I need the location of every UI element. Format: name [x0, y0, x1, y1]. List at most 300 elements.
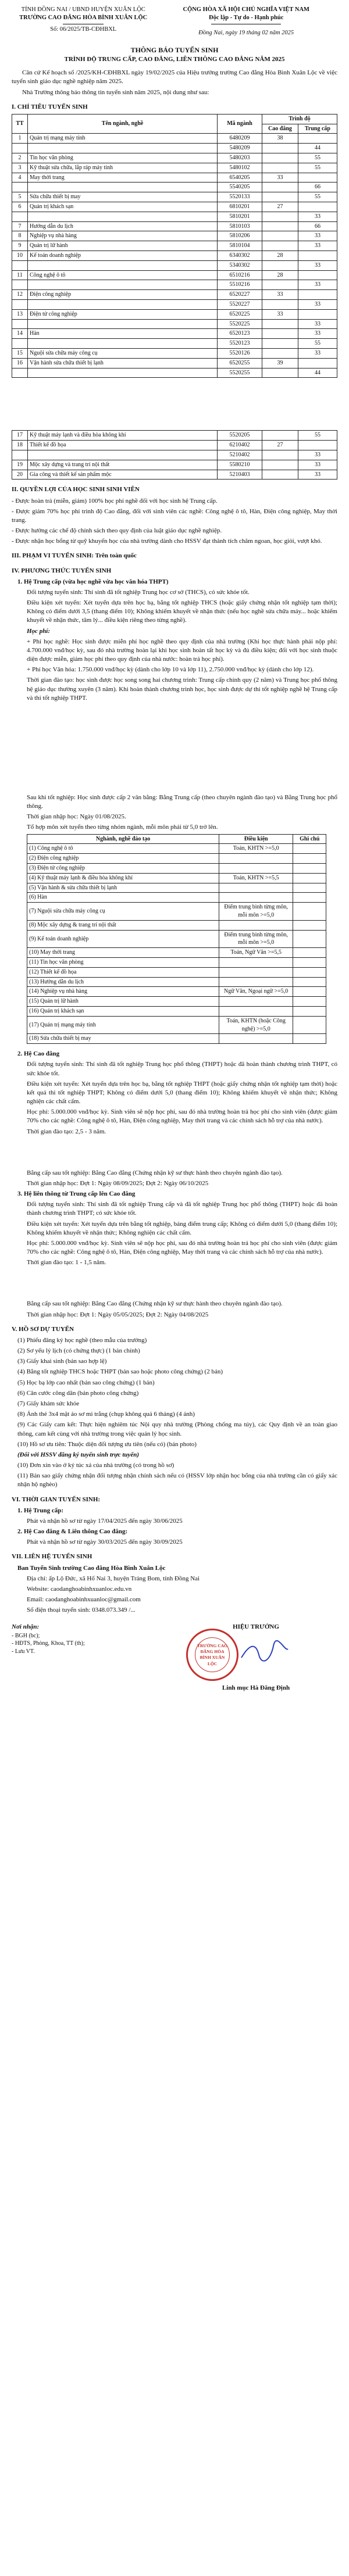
code-cell: 6510216 — [218, 270, 262, 280]
method3-after — [12, 1300, 337, 1319]
college-quota-cell: 28 — [262, 270, 298, 280]
intermediate-quota-cell: 66 — [298, 183, 337, 192]
table-row — [27, 1034, 326, 1044]
code-cell: 6520255 — [218, 358, 262, 368]
table-row — [12, 192, 337, 202]
col-note: Ghi chú — [293, 834, 326, 844]
method3-target: Đối tượng tuyển sinh: Thí sinh đã tốt nghiệp Trung cấp và đã tốt nghiệp Trung học phổ thông (THPT) hoặc đã hoàn thành chương trình THPT; có sức khỏe tốt. — [27, 1201, 337, 1217]
schedule-intermediate-title: 1. Hệ Trung cấp: — [17, 1507, 64, 1514]
stt-cell — [12, 450, 28, 460]
table-row — [12, 163, 337, 173]
signature-mark — [238, 1640, 291, 1663]
code-cell: 5520227 — [218, 300, 262, 310]
document-item: (6) Căn cước công dân (bản photo công chứng) — [17, 1389, 139, 1397]
major-name-cell — [28, 300, 218, 310]
major-name-cell: Nghiệp vụ nhà hàng — [28, 231, 218, 241]
doc-number: Số: 06/2025/TB-CĐHBXL — [50, 26, 117, 33]
table-row — [12, 300, 337, 310]
code-cell: 6810201 — [218, 202, 262, 212]
college-quota-cell — [262, 231, 298, 241]
document-note: (11) Bản sao giấy chứng nhận đối tượng nhận chính sách nếu có (HSSV lớp nhận học bổng của nhà trường cần có giấy xác nhận hộ nghèo) — [17, 1472, 337, 1489]
intermediate-quota-cell: 33 — [298, 212, 337, 221]
table-row — [12, 260, 337, 270]
document-item: (5) Học bạ lớp cao nhất (bản sao công chứng) (1 bản) — [17, 1379, 155, 1386]
condition-cell: Toán, KHTN >=5,0 — [219, 844, 293, 854]
document-header — [12, 6, 337, 37]
method1-after — [12, 793, 337, 832]
method3-title: 3. Hệ liên thông từ Trung cấp lên Cao đẳng — [17, 1190, 136, 1198]
table-row — [27, 977, 326, 987]
document-item: (1) Phiếu đăng ký học nghề (theo mẫu của trường) — [17, 1336, 147, 1344]
table-row — [27, 883, 326, 893]
table-row — [27, 948, 326, 958]
intro-basis: Căn cứ Kế hoạch số /2025/KH-CĐHBXL ngày 19/02/2025 của Hiệu trưởng trường Cao đẳng Hòa Bình Xuân Lộc về việc tuyển sinh giáo dục nghề nghiệp năm 2025. — [12, 69, 337, 85]
major-name-cell: (16) Quản trị khách sạn — [27, 1007, 219, 1017]
table-row — [12, 270, 337, 280]
document-item: (3) Giấy khai sinh (bản sao hợp lệ) — [17, 1358, 107, 1365]
condition-cell — [219, 997, 293, 1007]
code-cell: 5810103 — [218, 221, 262, 231]
college-quota-cell — [262, 460, 298, 470]
college-quota-cell — [262, 329, 298, 339]
note-cell — [293, 948, 326, 958]
table-row — [27, 903, 326, 921]
college-quota-cell — [262, 280, 298, 290]
table-row — [27, 873, 326, 883]
major-name-cell — [28, 260, 218, 270]
stt-cell: 17 — [12, 431, 28, 441]
school-name: TRƯỜNG CAO ĐẲNG HÒA BÌNH XUÂN LỘC — [19, 15, 148, 22]
table-row — [12, 280, 337, 290]
motto: Độc lập - Tự do - Hạnh phúc — [209, 15, 284, 22]
intermediate-quota-cell — [298, 358, 337, 368]
section-documents: V. HỒ SƠ DỰ TUYỂN — [12, 1325, 74, 1333]
college-quota-cell: 39 — [262, 358, 298, 368]
condition-cell: Ngữ Văn, Ngoại ngữ >=5,0 — [219, 987, 293, 997]
note-cell — [293, 920, 326, 930]
method2-after — [12, 1169, 337, 1188]
document-item: (8) Ảnh thẻ 3x4 mặt áo sơ mi trắng (chụp không quá 6 tháng) (4 ảnh) — [17, 1411, 195, 1418]
table-row — [27, 958, 326, 968]
condition-cell: Điểm trung bình từng môn, mỗi môn >=5,0 — [219, 903, 293, 921]
method2-enroll-date: Thời gian nhập học: Đợt 1: Ngày 08/09/2025; Đợt 2: Ngày 06/10/2025 — [27, 1179, 209, 1187]
college-quota-cell — [262, 183, 298, 192]
intermediate-quota-cell: 33 — [298, 460, 337, 470]
stt-cell — [12, 280, 28, 290]
condition-cell — [219, 864, 293, 874]
table-row — [12, 202, 337, 212]
section-method: IV. PHƯƠNG THỨC TUYỂN SINH — [12, 567, 112, 574]
contact-website[interactable]: Website: caodanghoabinhxuanloc.edu.vn — [27, 1585, 132, 1593]
note-cell — [293, 903, 326, 921]
code-cell: 5510216 — [218, 280, 262, 290]
table-row — [27, 893, 326, 903]
documents-list — [12, 1336, 337, 1490]
note-cell — [293, 883, 326, 893]
college-quota-cell — [262, 470, 298, 480]
college-quota-cell — [262, 431, 298, 441]
table-row — [12, 144, 337, 153]
condition-cell — [219, 920, 293, 930]
major-name-cell — [28, 450, 218, 460]
col-condition: Điều kiện — [219, 834, 293, 844]
table-row — [12, 153, 337, 163]
college-quota-cell — [262, 192, 298, 202]
page-title: THÔNG BÁO TUYỂN SINH — [130, 46, 219, 55]
method3-body — [12, 1200, 337, 1267]
major-name-cell: (4) Kỹ thuật máy lạnh & điều hòa không khí — [27, 873, 219, 883]
code-cell: 6520227 — [218, 290, 262, 300]
method1-title: 1. Hệ Trung cấp (vừa học nghề vừa học văn hóa THPT) — [17, 578, 169, 585]
major-name-cell: Quản trị mạng máy tính — [28, 134, 218, 144]
col-major: Tên ngành, nghề — [28, 114, 218, 134]
stt-cell: 8 — [12, 231, 28, 241]
college-quota-cell: 38 — [262, 134, 298, 144]
code-cell: 5520255 — [218, 368, 262, 378]
college-quota-cell — [262, 144, 298, 153]
note-cell — [293, 1016, 326, 1034]
code-cell: 5340302 — [218, 260, 262, 270]
table-row — [27, 967, 326, 977]
stt-cell — [12, 300, 28, 310]
quota-table — [12, 114, 337, 378]
note-cell — [293, 873, 326, 883]
major-name-cell: Điện công nghiệp — [28, 290, 218, 300]
page-subtitle: TRÌNH ĐỘ TRUNG CẤP, CAO ĐẲNG, LIÊN THÔNG CAO ĐẲNG NĂM 2025 — [64, 56, 285, 63]
college-quota-cell: 28 — [262, 251, 298, 261]
stt-cell: 15 — [12, 348, 28, 358]
schedule-body — [12, 1507, 337, 1547]
major-name-cell: Kỹ thuật sửa chữa, lắp ráp máy tính — [28, 163, 218, 173]
code-cell: 6540205 — [218, 173, 262, 183]
col-level: Trình độ — [262, 114, 337, 124]
table-row — [12, 231, 337, 241]
major-name-cell: Kỹ thuật máy lạnh và điều hòa không khí — [28, 431, 218, 441]
section-rights: II. QUYỀN LỢI CỦA HỌC SINH SINH VIÊN — [12, 486, 140, 493]
stt-cell — [12, 319, 28, 329]
major-name-cell — [28, 368, 218, 378]
col-stt: TT — [12, 114, 28, 134]
signature-block — [12, 1623, 337, 1693]
table-row — [12, 368, 337, 378]
major-name-cell: (12) Thiết kế đồ họa — [27, 967, 219, 977]
table-row — [27, 920, 326, 930]
intermediate-quota-cell: 33 — [298, 231, 337, 241]
table-row — [12, 251, 337, 261]
method1-enroll-date: Thời gian nhập học: Ngày 01/08/2025. — [27, 813, 126, 821]
condition-cell: Toán, KHTN >=5,5 — [219, 873, 293, 883]
major-name-cell: (10) May thời trang — [27, 948, 219, 958]
section-schedule: VI. THỜI GIAN TUYỂN SINH: — [12, 1495, 101, 1503]
contact-body — [12, 1564, 337, 1615]
section-contact: VII. LIÊN HỆ TUYỂN SINH — [12, 1553, 92, 1561]
intermediate-quota-cell: 66 — [298, 221, 337, 231]
condition-cell — [219, 958, 293, 968]
code-cell: 5520225 — [218, 319, 262, 329]
code-cell: 5810104 — [218, 241, 262, 251]
table-row — [12, 329, 337, 339]
note-cell — [293, 967, 326, 977]
condition-cell: Toán, Ngữ Văn >=5,5 — [219, 948, 293, 958]
col-major: Nghành, nghề đào tạo — [27, 834, 219, 844]
code-cell: 5540205 — [218, 183, 262, 192]
college-quota-cell: 33 — [262, 173, 298, 183]
major-name-cell: May thời trang — [28, 173, 218, 183]
intermediate-quota-cell: 55 — [298, 192, 337, 202]
code-cell: 5210403 — [218, 470, 262, 480]
contact-email[interactable]: Email: caodanghoabinhxuanloc@gmail.com — [27, 1596, 141, 1604]
college-quota-cell — [262, 450, 298, 460]
intermediate-quota-cell — [298, 309, 337, 319]
code-cell: 5480102 — [218, 163, 262, 173]
note-cell — [293, 893, 326, 903]
table-row — [27, 844, 326, 854]
documents-note-title: (Đối với HSSV đăng ký tuyển sinh trực tuyến) — [17, 1451, 140, 1458]
col-code: Mã ngành — [218, 114, 262, 134]
method2-degree: Bằng cấp sau tốt nghiệp: Bằng Cao đẳng (Chứng nhận kỹ sư thực hành theo chuyên ngành đào tạo). — [27, 1169, 283, 1176]
table-row — [12, 183, 337, 192]
college-quota-cell — [262, 319, 298, 329]
stt-cell: 18 — [12, 441, 28, 450]
condition-cell: Toán, KHTN (hoặc Công nghệ) >=5,0 — [219, 1016, 293, 1034]
table-row — [27, 1016, 326, 1034]
table-row — [27, 987, 326, 997]
right-item: - Được giảm 70% học phí trình độ Cao đẳng, đối với sinh viên các nghề: Công nghệ ô tô, Hàn, Điện công nghiệp, May thời trang. — [12, 507, 337, 524]
table-row — [27, 854, 326, 864]
recipients — [12, 1623, 174, 1693]
table-row — [12, 441, 337, 450]
major-name-cell: (18) Sửa chữa thiết bị may — [27, 1034, 219, 1044]
contact-phone: Số điện thoại tuyển sinh: 0348.073.349 /... — [27, 1607, 136, 1614]
college-quota-cell — [262, 212, 298, 221]
stt-cell — [12, 339, 28, 349]
method2-duration: Thời gian đào tạo: 2,5 - 3 năm. — [27, 1128, 106, 1135]
major-name-cell: (13) Hướng dẫn du lịch — [27, 977, 219, 987]
table-row — [12, 319, 337, 329]
major-name-cell: (2) Điện công nghiệp — [27, 854, 219, 864]
major-name-cell: Hướng dẫn du lịch — [28, 221, 218, 231]
note-cell — [293, 958, 326, 968]
intermediate-quota-cell: 33 — [298, 280, 337, 290]
recipients-title: Nơi nhận: — [12, 1623, 40, 1631]
stt-cell: 12 — [12, 290, 28, 300]
table-row — [12, 460, 337, 470]
code-cell: 5810206 — [218, 231, 262, 241]
intermediate-quota-cell: 33 — [298, 329, 337, 339]
major-name-cell: (3) Điện tử công nghiệp — [27, 864, 219, 874]
college-quota-cell — [262, 153, 298, 163]
college-quota-cell — [262, 368, 298, 378]
note-cell — [293, 1034, 326, 1044]
table-row — [12, 431, 337, 441]
document-item: (9) Các Giấy cam kết: Thực hiện nghiêm túc Nội quy nhà trường (Phòng chống ma túy), các Quy định về an toàn giao thông, cam kết cùng với nhà trường trong việc quản lý học sinh. — [17, 1421, 337, 1437]
major-name-cell: Vận hành sửa chữa thiết bị lạnh — [28, 358, 218, 368]
table-row — [12, 134, 337, 144]
major-name-cell: Quản trị khách sạn — [28, 202, 218, 212]
major-name-cell: Mộc xây dựng và trang trí nội thất — [28, 460, 218, 470]
note-cell — [293, 977, 326, 987]
intermediate-quota-cell — [298, 251, 337, 261]
note-cell — [293, 930, 326, 948]
document-item: (2) Sơ yếu lý lịch (có chứng thực) (1 bản chính) — [17, 1347, 140, 1355]
stt-cell — [12, 260, 28, 270]
code-cell: 5810201 — [218, 212, 262, 221]
major-name-cell: (1) Công nghệ ô tô — [27, 844, 219, 854]
right-item: - Được nhận học bổng từ quỹ khuyến học của nhà trường dành cho HSSV đạt thành tích chăm ngoan, học giỏi, vượt khó. — [12, 538, 322, 545]
method1-subject-combo: Tổ hợp môn xét tuyển theo từng nhóm ngành, mỗi môn phải từ 5,0 trở lên. — [27, 824, 218, 831]
college-quota-cell: 33 — [262, 290, 298, 300]
table-row — [12, 241, 337, 251]
note-cell — [293, 844, 326, 854]
header-right — [155, 6, 337, 37]
code-cell: 5580210 — [218, 460, 262, 470]
schedule-college: Phát và nhận hồ sơ từ ngày 30/03/2025 đến ngày 30/09/2025 — [27, 1539, 183, 1546]
college-quota-cell — [262, 339, 298, 349]
col-intermediate: Trung cấp — [298, 124, 337, 134]
table-row — [27, 997, 326, 1007]
college-quota-cell — [262, 300, 298, 310]
document-item: (4) Bằng tốt nghiệp THCS hoặc THPT (bản sao hoặc photo công chứng) (2 bản) — [17, 1368, 223, 1376]
method1-degree: Sau khi tốt nghiệp: Học sinh được cấp 2 văn bằng: Bằng Trung cấp (theo chuyên ngành đào tạo) và Bằng Trung học phổ thông. — [27, 793, 337, 810]
method2-body — [12, 1060, 337, 1136]
stt-cell: 19 — [12, 460, 28, 470]
signer-block — [174, 1623, 337, 1693]
right-item: - Được hoàn trả (miễn, giảm) 100% học phí nghề đối với học sinh hệ Trung cấp. — [12, 497, 218, 505]
intermediate-quota-cell — [298, 202, 337, 212]
table-row — [12, 339, 337, 349]
stt-cell: 6 — [12, 202, 28, 212]
stt-cell — [12, 368, 28, 378]
code-cell: 6210402 — [218, 441, 262, 450]
school-stamp — [186, 1629, 238, 1681]
col-college: Cao đẳng — [262, 124, 298, 134]
recipient-item: - BGH (bc); — [12, 1632, 40, 1639]
ministry: TỈNH ĐỒNG NAI / UBND HUYỆN XUÂN LỘC — [21, 6, 145, 13]
quota-table-continued — [12, 430, 337, 480]
major-name-cell: Sửa chữa thiết bị may — [28, 192, 218, 202]
contact-dept: Ban Tuyển Sinh trường Cao đẳng Hòa Bình Xuân Lộc — [17, 1564, 166, 1572]
major-name-cell: Hàn — [28, 329, 218, 339]
document-item: (10) Hồ sơ ưu tiên: Thuộc diện đối tượng ưu tiên (nếu có) (bản photo) — [17, 1440, 197, 1448]
college-quota-cell — [262, 260, 298, 270]
condition-cell — [219, 967, 293, 977]
code-cell: 5520123 — [218, 339, 262, 349]
table-row — [12, 309, 337, 319]
major-name-cell: (5) Vận hành & sửa chữa thiết bị lạnh — [27, 883, 219, 893]
schedule-intermediate: Phát và nhận hồ sơ từ ngày 17/04/2025 đến ngày 30/06/2025 — [27, 1517, 183, 1525]
method1-condition: Điều kiện xét tuyển: Xét tuyển dựa trên học bạ, bằng tốt nghiệp THCS (hoặc giấy chứng nhận tốt nghiệp tạm thời); Không có điểm dưới 3,5 (thang điểm 10); Không khiếm khuyết về nhận thức (nếu học nghề sửa chữa máy... hoặc khiếm khuyết về nhận thức, tâm lý... điều kiện riêng theo từng nghề). — [27, 599, 337, 624]
major-name-cell: (17) Quản trị mạng máy tính — [27, 1016, 219, 1034]
section-scope: III. PHẠM VI TUYỂN SINH: Trên toàn quốc — [12, 552, 137, 560]
intermediate-quota-cell: 55 — [298, 431, 337, 441]
major-name-cell: Điện tử công nghiệp — [28, 309, 218, 319]
method1-fee-title: Học phí: — [27, 627, 51, 635]
intro-note: Nhà Trường thông báo thông tin tuyển sinh năm 2025, nội dung như sau: — [22, 88, 209, 96]
right-item: - Được hưởng các chế độ chính sách theo quy định của luật giáo dục nghề nghiệp. — [12, 527, 222, 535]
table-row — [12, 221, 337, 231]
stt-cell: 9 — [12, 241, 28, 251]
subject-table — [27, 834, 326, 1044]
major-name-cell: Thiết kế đồ họa — [28, 441, 218, 450]
intermediate-quota-cell: 55 — [298, 163, 337, 173]
intermediate-quota-cell — [298, 290, 337, 300]
intermediate-quota-cell — [298, 134, 337, 144]
major-name-cell — [28, 339, 218, 349]
intermediate-quota-cell: 33 — [298, 348, 337, 358]
condition-cell — [219, 893, 293, 903]
code-cell: 6340302 — [218, 251, 262, 261]
stt-cell — [12, 183, 28, 192]
intermediate-quota-cell — [298, 441, 337, 450]
doc-date: Đồng Nai, ngày 19 tháng 02 năm 2025 — [198, 29, 294, 36]
condition-cell — [219, 1007, 293, 1017]
college-quota-cell: 27 — [262, 441, 298, 450]
major-name-cell: (6) Hàn — [27, 893, 219, 903]
table-row — [12, 470, 337, 480]
method2-target: Đối tượng tuyển sinh: Thí sinh đã tốt nghiệp Trung học phổ thông (THPT) hoặc đã hoàn thành chương trình THPT, có sức khỏe tốt. — [27, 1061, 337, 1077]
note-cell — [293, 997, 326, 1007]
college-quota-cell: 27 — [262, 202, 298, 212]
recipient-item: - HĐTS, Phòng, Khoa, TT (th); — [12, 1640, 85, 1647]
note-cell — [293, 1007, 326, 1017]
schedule-college-title: 2. Hệ Cao đẳng & Liên thông Cao đẳng: — [17, 1528, 128, 1536]
table-row — [27, 864, 326, 874]
method1-body — [12, 588, 337, 703]
college-quota-cell: 33 — [262, 309, 298, 319]
document-item: (7) Giấy khám sức khỏe — [17, 1400, 80, 1407]
intermediate-quota-cell: 33 — [298, 450, 337, 460]
method2-fee: Học phí: 5.000.000 vnđ/học kỳ. Sinh viên sẽ nộp học phí, sau đó nhà trường hoàn trả học phí cho sinh viên (được giảm 70% cho các nghề: Công nghệ ô tô, Hàn, Điện công nghiệp, May thời trang và các chính sách hỗ trợ của nhà nước). — [27, 1108, 337, 1125]
section-quota: I. CHỈ TIÊU TUYỂN SINH — [12, 103, 88, 110]
code-cell: 6480209 — [218, 134, 262, 144]
major-name-cell: (11) Tin học văn phòng — [27, 958, 219, 968]
major-name-cell: Công nghệ ô tô — [28, 270, 218, 280]
table-row — [12, 290, 337, 300]
method1-fee-culture: + Phí học Văn hóa: 1.750.000 vnđ/học kỳ (dành cho lớp 10 và lớp 11), 2.750.000 vnđ/học kỳ (dành cho lớp 12). — [27, 666, 314, 674]
college-quota-cell — [262, 163, 298, 173]
condition-cell — [219, 977, 293, 987]
stt-cell: 3 — [12, 163, 28, 173]
college-quota-cell — [262, 348, 298, 358]
method3-enroll-date: Thời gian nhập học: Đợt 1: Ngày 05/05/2025; Đợt 2: Ngày 04/08/2025 — [27, 1311, 209, 1318]
intermediate-quota-cell: 55 — [298, 153, 337, 163]
method1-duration: Thời gian đào tạo: học sinh được học song song hai chương trình: Trung cấp chính quy (2 năm) và Trung học phổ thông hệ giáo dục thường xuyên (3 năm). Khi hoàn thành chương trình học, học sinh được dự thi tốt nghiệp nghề hệ Trung cấp và thi tốt nghiệp THPT. — [27, 677, 337, 702]
stt-cell: 20 — [12, 470, 28, 480]
major-name-cell — [28, 183, 218, 192]
code-cell: 5520126 — [218, 348, 262, 358]
code-cell: 5520205 — [218, 431, 262, 441]
header-left — [12, 6, 155, 37]
stamp-text: TRƯỜNG CAO ĐẲNG HÒA BÌNH XUÂN LỘC — [195, 1637, 230, 1672]
college-quota-cell — [262, 221, 298, 231]
method3-duration: Thời gian đào tạo: 1 - 1,5 năm. — [27, 1259, 106, 1266]
condition-cell — [219, 883, 293, 893]
stt-cell: 5 — [12, 192, 28, 202]
country-name: CỘNG HÒA XÃ HỘI CHỦ NGHĨA VIỆT NAM — [183, 6, 309, 13]
stt-cell: 2 — [12, 153, 28, 163]
note-cell — [293, 864, 326, 874]
table-row — [12, 450, 337, 460]
condition-cell: Điểm trung bình từng môn, mỗi môn >=5,0 — [219, 930, 293, 948]
table-row — [27, 1007, 326, 1017]
signer-name: Linh mục Hà Đăng Định — [222, 1684, 290, 1692]
method3-fee: Học phí: 5.000.000 vnđ/học kỳ. Sinh viên sẽ nộp học phí, sau đó nhà trường hoàn trả học phí cho sinh viên (được giảm 70% cho các nghề: Công nghệ ô tô, Hàn, Điện công nghiệp, May thời trang và các chính sách hỗ trợ của nhà nước). — [27, 1239, 337, 1256]
major-name-cell: (15) Quản trị lữ hành — [27, 997, 219, 1007]
stt-cell: 7 — [12, 221, 28, 231]
method2-condition: Điều kiện xét tuyển: Xét tuyển dựa trên học bạ, bằng tốt nghiệp THPT (hoặc giấy chứng nhận tốt nghiệp tạm thời) hoặc kết quả thi tốt nghiệp THPT; Không có điểm dưới 5,0 (thang điểm 10); Không khiếm khuyết về nhận thức; Không nghiện các chất cấm. — [27, 1080, 337, 1105]
sign-title: HIỆU TRƯỞNG — [233, 1623, 279, 1631]
stt-cell: 10 — [12, 251, 28, 261]
